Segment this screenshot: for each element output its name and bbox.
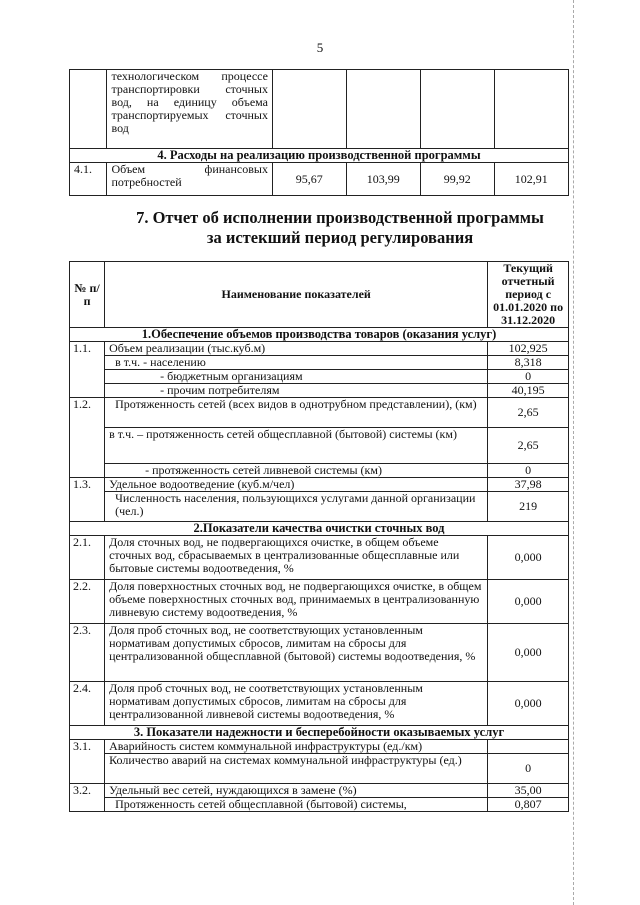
value-cell: 219 xyxy=(488,492,569,522)
value-cell: 95,67 xyxy=(272,163,346,196)
row-name: Доля поверхностных сточных вод, не подвергающихся очистке, в общем объеме поверхностных сточных вод, принимаемых в централизованную ливневую систему водоотведения, % xyxy=(105,580,488,624)
table-row xyxy=(70,754,569,784)
row-name: - прочим потребителям xyxy=(105,384,488,398)
table-row xyxy=(70,784,569,798)
row-number: 1.3. xyxy=(70,478,105,522)
section-1-title: 1.Обеспечение объемов производства товаров (оказания услуг) xyxy=(70,328,569,342)
section-2-title: 2.Показатели качества очистки сточных вод xyxy=(70,522,569,536)
value-cell: 103,99 xyxy=(346,163,420,196)
row-name: Аварийность систем коммунальной инфраструктуры (ед./км) xyxy=(105,740,488,754)
table-row xyxy=(70,398,569,428)
value-cell: 0,000 xyxy=(488,624,569,682)
value-cell: 2,65 xyxy=(488,398,569,428)
table-row xyxy=(70,536,569,580)
row-name: - протяженность сетей ливневой системы (км) xyxy=(105,464,488,478)
table-row xyxy=(70,342,569,356)
table-row xyxy=(70,163,569,196)
table-row xyxy=(70,370,569,384)
table-row xyxy=(70,70,569,149)
section-row xyxy=(70,328,569,342)
table-row xyxy=(70,624,569,682)
value-cell: 0,000 xyxy=(488,536,569,580)
table-row xyxy=(70,798,569,812)
value-cell: 102,91 xyxy=(494,163,568,196)
row-name: Доля сточных вод, не подвергающихся очистке, в общем объеме сточных вод, сбрасываемых в централизованные общесплавные или бытовые системы водоотведения, % xyxy=(105,536,488,580)
row-number: 2.2. xyxy=(70,580,105,624)
value-cell: 35,00 xyxy=(488,784,569,798)
value-cell: 99,92 xyxy=(420,163,494,196)
value-cell: 37,98 xyxy=(488,478,569,492)
report-table xyxy=(69,261,569,812)
value-cell: 0 xyxy=(488,464,569,478)
row-number: 2.1. xyxy=(70,536,105,580)
row-name: в т.ч. – протяженность сетей общесплавной (бытовой) системы (км) xyxy=(105,428,488,464)
table-row xyxy=(70,740,569,754)
value-cell: 8,318 xyxy=(488,356,569,370)
value-cell: 0,807 xyxy=(488,798,569,812)
section-4-title: 4. Расходы на реализацию производственной программы xyxy=(70,149,569,163)
row-name: Численность населения, пользующихся услугами данной организации (чел.) xyxy=(105,492,488,522)
table-row xyxy=(70,464,569,478)
section-3-title: 3. Показатели надежности и бесперебойности оказываемых услуг xyxy=(70,726,569,740)
section-row xyxy=(70,522,569,536)
section-row xyxy=(70,726,569,740)
row-number: 1.1. xyxy=(70,342,105,398)
section-row xyxy=(70,149,569,163)
row-number: 2.4. xyxy=(70,682,105,726)
value-cell xyxy=(488,740,569,754)
value-cell: 0,000 xyxy=(488,682,569,726)
row-name: - бюджетным организациям xyxy=(105,370,488,384)
table-row xyxy=(70,428,569,464)
header-period: Текущий отчетный период с 01.01.2020 по 31.12.2020 xyxy=(488,262,569,328)
previous-page-table xyxy=(69,69,569,196)
row-name: Объем реализации (тыс.куб.м) xyxy=(105,342,488,356)
value-cell: 0 xyxy=(488,370,569,384)
row-number: 1.2. xyxy=(70,398,105,478)
header-row xyxy=(70,262,569,328)
header-name: Наименование показателей xyxy=(105,262,488,328)
row-name: Объем финансовых потребностей xyxy=(107,163,273,196)
header-number: № п/п xyxy=(70,262,105,328)
row-number: 4.1. xyxy=(70,163,107,196)
value-cell: 2,65 xyxy=(488,428,569,464)
value-cell: 40,195 xyxy=(488,384,569,398)
row-text: технологическом процессе транспортировки сточных вод, на единицу объема транспортируемых сточных вод xyxy=(107,70,273,149)
row-name: в т.ч. - населению xyxy=(105,356,488,370)
value-cell: 0,000 xyxy=(488,580,569,624)
value-cell: 0 xyxy=(488,754,569,784)
scan-fold-line xyxy=(573,0,574,905)
table-row xyxy=(70,580,569,624)
table-row xyxy=(70,384,569,398)
table-row xyxy=(70,682,569,726)
row-name: Удельный вес сетей, нуждающихся в замене (%) xyxy=(105,784,488,798)
section-title: 7. Отчет об исполнении производственной программы за истекший период регулирования xyxy=(136,208,544,247)
row-name: Количество аварий на системах коммунальной инфраструктуры (ед.) xyxy=(105,754,488,784)
table-row xyxy=(70,356,569,370)
row-number: 2.3. xyxy=(70,624,105,682)
row-name: Протяженность сетей общесплавной (бытовой) системы, xyxy=(105,798,488,812)
page-number: 5 xyxy=(316,40,324,55)
row-number: 3.1. xyxy=(70,740,105,784)
table-row xyxy=(70,492,569,522)
value-cell: 102,925 xyxy=(488,342,569,356)
row-name: Доля проб сточных вод, не соответствующих установленным нормативам допустимых сбросов, лимитам на сбросы для централизованной ливневой системы водоотведения, % xyxy=(105,682,488,726)
row-name: Протяженность сетей (всех видов в однотрубном представлении), (км) xyxy=(105,398,488,428)
row-name: Доля проб сточных вод, не соответствующих установленным нормативам допустимых сбросов, лимитам на сбросы для централизованной общесплавной (бытовой) системы водоотведения, % xyxy=(105,624,488,682)
row-number: 3.2. xyxy=(70,784,105,812)
row-name: Удельное водоотведение (куб.м/чел) xyxy=(105,478,488,492)
table-row xyxy=(70,478,569,492)
